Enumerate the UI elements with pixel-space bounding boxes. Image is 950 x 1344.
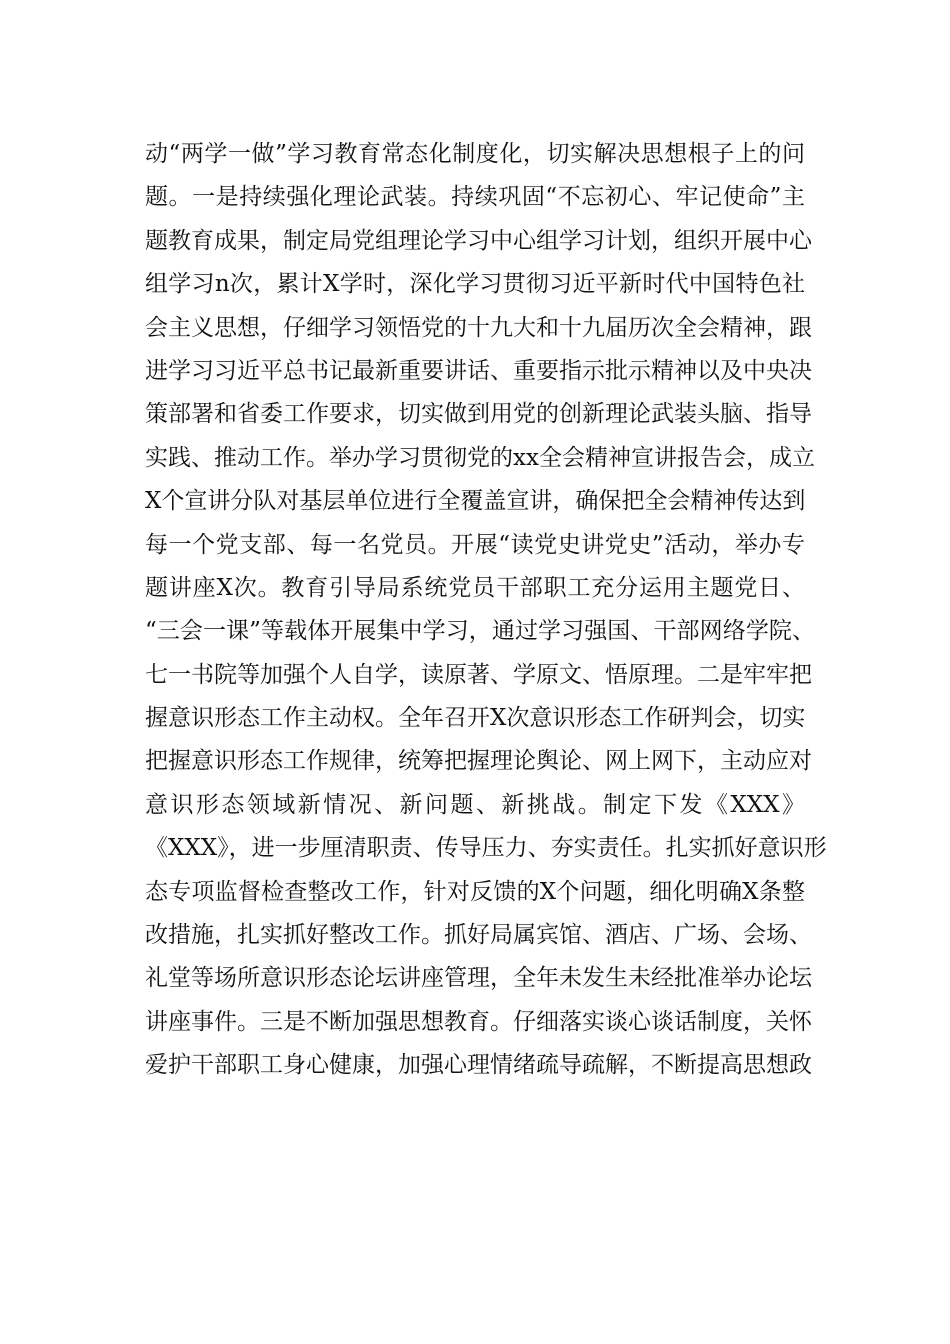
text-line: 实践、推动工作。举办学习贯彻党的xx全会精神宣讲报告会，成立 — [145, 444, 815, 471]
text-line: 每一个党支部、每一名党员。开展“读党史讲党史”活动，举办专 — [145, 531, 805, 558]
text-line: 意识形态领域新情况、新问题、新挑战。制定下发《XXX》 — [145, 791, 805, 818]
text-line: X个宣讲分队对基层单位进行全覆盖宣讲，确保把全会精神传达到 — [145, 488, 806, 515]
text-line: 组学习n次，累计X学时，深化学习贯彻习近平新时代中国特色社 — [145, 271, 805, 298]
text-line: 态专项监督检查整改工作，针对反馈的X个问题，细化明确X条整 — [145, 878, 805, 905]
text-line: 会主义思想，仔细学习领悟党的十九大和十九届历次全会精神，跟 — [145, 314, 812, 341]
text-line: 讲座事件。三是不断加强思想教育。仔细落实谈心谈话制度，关怀 — [145, 1008, 812, 1035]
text-line: 礼堂等场所意识形态论坛讲座管理，全年未发生未经批准举办论坛 — [145, 965, 812, 992]
text-line: 改措施，扎实抓好整改工作。抓好局属宾馆、酒店、广场、会场、 — [145, 922, 812, 949]
text-line: 题讲座X次。教育引导局系统党员干部职工充分运用主题党日、 — [145, 574, 805, 601]
body-paragraph — [145, 133, 845, 1088]
text-line: 动“两学一做”学习教育常态化制度化，切实解决思想根子上的问 — [145, 141, 805, 167]
text-line: “三会一课”等载体开展集中学习，通过学习强国、干部网络学院、 — [145, 618, 815, 645]
text-line: 《XXX》，进一步厘清职责、传导压力、夯实责任。扎实抓好意识形 — [145, 835, 827, 862]
text-line: 策部署和省委工作要求，切实做到用党的创新理论武装头脑、指导 — [145, 401, 812, 428]
text-line: 握意识形态工作主动权。全年召开X次意识形态工作研判会，切实 — [145, 705, 806, 732]
text-line: 七一书院等加强个人自学，读原著、学原文、悟原理。二是牢牢把 — [145, 661, 812, 688]
text-line: 进学习习近平总书记最新重要讲话、重要指示批示精神以及中央决 — [145, 357, 812, 384]
text-line: 爱护干部职工身心健康，加强心理情绪疏导疏解，不断提高思想政 — [145, 1052, 812, 1079]
text-line: 把握意识形态工作规律，统筹把握理论舆论、网上网下，主动应对 — [145, 748, 812, 775]
text-line: 题教育成果，制定局党组理论学习中心组学习计划，组织开展中心 — [145, 227, 812, 254]
text-line: 题。一是持续强化理论武装。持续巩固“不忘初心、牢记使命”主 — [145, 184, 805, 211]
